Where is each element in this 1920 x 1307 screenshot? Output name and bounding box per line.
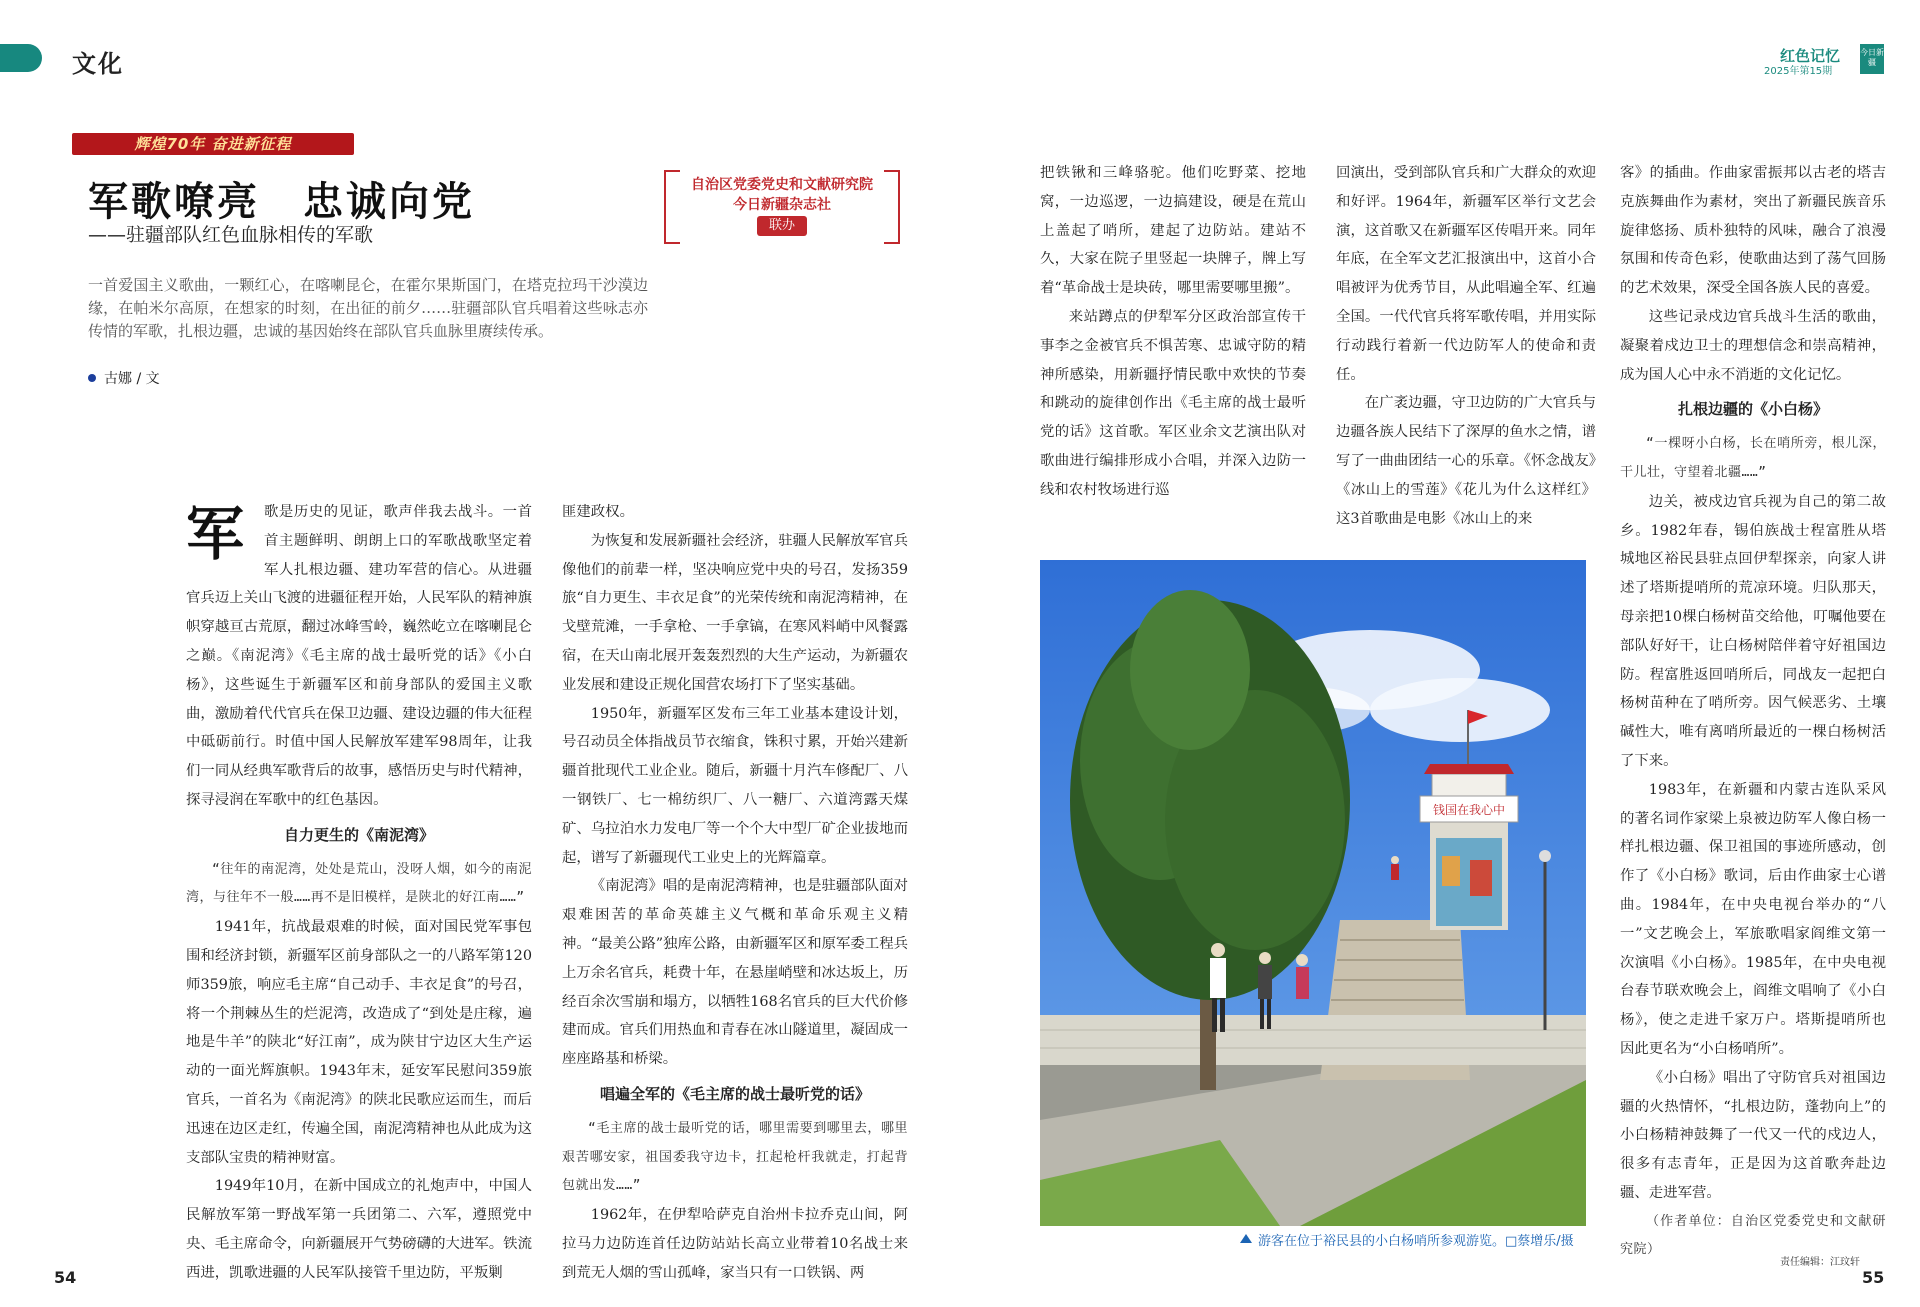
byline: 古娜 / 文 — [104, 371, 160, 387]
body-column-3 — [1040, 159, 1306, 505]
section-heading-chairman-soldiers: 唱遍全军的《毛主席的战士最听党的话》 — [599, 1084, 870, 1103]
responsible-editor: 责任编辑：江玟轩 — [1780, 1257, 1860, 1268]
page-number-right: 55 — [1862, 1268, 1885, 1287]
magazine-column-name: 红色记忆 — [1780, 47, 1841, 65]
article-subtitle: ——驻疆部队红色血脉相传的军歌 — [88, 224, 374, 246]
banner-text: 辉煌70年 奋进新征程 — [134, 135, 292, 153]
author-unit: （作者单位：自治区党委党史和文献研究院） — [1620, 1213, 1886, 1258]
article-title: 军歌嘹亮 忠诚向党 — [88, 179, 475, 225]
section-label: 文化 — [72, 50, 124, 78]
photo-caption: 游客在位于裕民县的小白杨哨所参观游览。□蔡增乐/摄 — [1258, 1234, 1574, 1249]
paragraph: 这些记录戍边官兵战斗生活的歌曲，凝聚着戍边卫士的理想信念和崇高精神，成为国人心中永不消逝的文化记忆。 — [1620, 308, 1886, 383]
paragraph: 1983年，在新疆和内蒙古连队采风的著名词作家梁上泉被边防军人像白杨一样扎根边疆、保卫祖国的事迹所感动，创作了《小白杨》歌词，后由作曲家士心谱曲。1984年，在中央电视台举办的“八一”文艺晚会上，军旅歌唱家阎维文第一次演唱《小白杨》。1985年，在中央电视台春节联欢晚会上，阎维文唱响了《小白杨》，使之走进千家万户。塔斯提哨所也因此更名为“小白杨哨所”。 — [1620, 781, 1886, 1057]
drop-cap-box — [186, 500, 256, 568]
issue-number: 2025年第15期 — [1764, 66, 1833, 77]
paragraph: 《小白杨》唱出了守防官兵对祖国边疆的火热情怀，“扎根边防，蓬勃向上”的小白杨精神鼓舞了一代又一代的戍边人，很多有志青年，正是因为这首歌奔赴边疆、走进军营。 — [1620, 1069, 1886, 1201]
sponsor-box — [664, 170, 900, 240]
drop-cap: 军 — [186, 500, 245, 568]
tower-sign: 钱国在我心中 — [1432, 803, 1506, 817]
body-column-2 — [562, 498, 908, 1288]
lyric-quote-little-poplar: “一棵呀小白杨，长在哨所旁，根儿深，干儿壮，守望着北疆……” — [1620, 436, 1886, 480]
paragraph: 在广袤边疆，守卫边防的广大官兵与边疆各族人民结下了深厚的鱼水之情，谱写了一曲曲团结一心的乐章。《怀念战友》《冰山上的雪莲》《花儿为什么这样红》这3首歌曲是电影《冰山上的来 — [1336, 395, 1596, 527]
paragraph: 1949年10月，在新中国成立的礼炮声中，中国人民解放军第一野战军第一兵团第二、六军，遵照党中央、毛主席命令，向新疆展开气势磅礴的大进军。铁流西进，凯歌进疆的人民军队接管千里边防，平叛剿 — [186, 1178, 532, 1281]
section-heading-little-poplar: 扎根边疆的《小白杨》 — [1677, 400, 1828, 419]
paragraph: 把铁锹和三峰骆驼。他们吃野菜、挖地窝，一边巡逻，一边搞建设，硬是在荒山上盖起了哨所，建起了边防站。建站不久，大家在院子里竖起一块牌子，牌上写着“革命战士是块砖，哪里需要哪里搬”。 — [1040, 165, 1306, 297]
magazine-logo-badge: 今日新疆 — [1860, 44, 1884, 74]
lead-paragraph: 一首爱国主义歌曲，一颗红心，在喀喇昆仑，在霍尔果斯国门，在塔克拉玛干沙漠边缘，在帕米尔高原，在想家的时刻，在出征的前夕……驻疆部队官兵唱着这些咏志亦传情的军歌，扎根边疆，忠诚的基因始终在部队官兵血脉里赓续传承。 — [88, 276, 648, 340]
sponsor-line-2: 今日新疆杂志社 — [733, 197, 831, 213]
paragraph: 回演出，受到部队官兵和广大群众的欢迎和好评。1964年，新疆军区举行文艺会演，这首歌又在新疆军区传唱开来。同年年底，在全军文艺汇报演出中，这首小合唱被评为优秀节目，从此唱遍全军、红遍全国。一代代官兵将军歌传唱，并用实际行动践行着新一代边防军人的使命和责任。 — [1336, 165, 1596, 383]
lyric-quote-chairman-soldiers: “毛主席的战士最听党的话，哪里需要到哪里去，哪里艰苦哪安家，祖国委我守边卡，扛起枪杆我就走，打起背包就出发……” — [562, 1120, 908, 1194]
outpost-photo-illustration — [1040, 560, 1586, 1226]
paragraph: 为恢复和发展新疆社会经济，驻疆人民解放军官兵像他们的前辈一样，坚决响应党中央的号召，发扬359旅“自力更生、丰衣足食”的光荣传统和南泥湾精神，在戈壁荒滩，一手拿枪、一手拿镐，在寒风料峭中风餐露宿，在天山南北展开轰轰烈烈的大生产运动，为新疆农业发展和建设正规化国营农场打下了坚实基础。 — [562, 532, 908, 693]
paragraph: 边关，被戍边官兵视为自己的第二故乡。1982年春，锡伯族战士程富胜从塔城地区裕民县驻点回伊犁探亲，向家人讲述了塔斯提哨所的荒凉环境。归队那天，母亲把10棵白杨树苗交给他，叮嘱他要在部队好好干，让白杨树陪伴着守好祖国边防。程富胜返回哨所后，同战友一起把白杨树苗种在了哨所旁。因气候恶劣、土壤碱性大，唯有离哨所最近的一棵白杨树活了下来。 — [1620, 493, 1886, 769]
paragraph: 客》的插曲。作曲家雷振邦以古老的塔吉克族舞曲作为素材，突出了新疆民族音乐旋律悠扬、质朴独特的风味，融合了浪漫氛围和传奇色彩，使歌曲达到了荡气回肠的艺术效果，深受全国各族人民的喜爱。 — [1620, 165, 1886, 297]
body-column-1 — [186, 498, 532, 1288]
opening-paragraph-text: 歌是历史的见证，歌声伴我去战斗。一首首主题鲜明、朗朗上口的军歌战歌坚定着军人扎根边疆、建功军营的信心。从进疆官兵迈上关山飞渡的进疆征程开始，人民军队的精神旗帜穿越亘古荒原，翻过冰峰雪岭，巍然屹立在喀喇昆仑之巅。《南泥湾》《毛主席的战士最听党的话》《小白杨》，这些诞生于新疆军区和前身部队的爱国主义歌曲，激励着代代官兵在保卫边疆、建设边疆的伟大征程中砥砺前行。时值中国人民解放军建军98周年，让我们一同从经典军歌背后的故事，感悟历史与时代精神，探寻浸润在军歌中的红色基因。 — [186, 504, 532, 808]
paragraph: 1962年，在伊犁哈萨克自治州卡拉乔克山间，阿拉马力边防连首任边防站站长高立业带着10名战士来到荒无人烟的雪山孤峰，家当只有一口铁锅、两 — [562, 1207, 908, 1281]
body-column-4 — [1336, 159, 1596, 533]
sponsor-line-1: 自治区党委党史和文献研究院 — [691, 177, 873, 193]
body-column-5 — [1620, 159, 1886, 1265]
paragraph: 1941年，抗战最艰难的时候，面对国民党军事包围和经济封锁，新疆军区前身部队之一的八路军第120师359旅，响应毛主席“自己动手、丰衣足食”的号召，将一个荆棘丛生的烂泥湾，改造成了“到处是庄稼，遍地是牛羊”的陕北“好江南”，成为陕甘宁边区大生产运动的一面光辉旗帜。1943年末，延安军民慰问359旅官兵，一首名为《南泥湾》的陕北民歌应运而生，而后迅速在边区走红，传遍全国，南泥湾精神也从此成为这支部队宝贵的精神财富。 — [186, 919, 532, 1166]
section-heading-nanniwan: 自力更生的《南泥湾》 — [283, 825, 434, 844]
paragraph: 《南泥湾》唱的是南泥湾精神，也是驻疆部队面对艰难困苦的革命英雄主义气概和革命乐观主义精神。“最美公路”独库公路，由新疆军区和原军委工程兵上万余名官兵，耗费十年，在悬崖峭壁和冰达坂上，历经百余次雪崩和塌方，以牺牲168名官兵的巨大代价修建而成。官兵们用热血和青春在冰山隧道里，凝固成一座座路基和桥梁。 — [562, 878, 908, 1068]
sponsor-tag: 联办 — [757, 216, 807, 236]
lyric-quote-nanniwan: “往年的南泥湾，处处是荒山，没呀人烟，如今的南泥湾，与往年不一般……再不是旧模样，是陕北的好江南……” — [186, 861, 532, 906]
paragraph: 来站蹲点的伊犁军分区政治部宣传干事李之金被官兵不惧苦寒、忠诚守防的精神所感染，用新疆抒情民歌中欢快的节奏和跳动的旋律创作出《毛主席的战士最听党的话》这首歌。军区业余文艺演出队对歌曲进行编排形成小合唱，并深入边防一线和农村牧场进行巡 — [1040, 308, 1306, 498]
page-number-left: 54 — [54, 1268, 77, 1287]
opening-paragraph — [186, 498, 532, 815]
outpost-photo — [1040, 560, 1586, 1226]
caption-triangle-icon — [1240, 1234, 1252, 1243]
paragraph: 匪建政权。 — [562, 504, 634, 520]
section-tab-marker — [0, 44, 42, 72]
paragraph: 1950年，新疆军区发布三年工业基本建设计划，号召动员全体指战员节衣缩食，铢积寸累，开始兴建新疆首批现代工业企业。随后，新疆十月汽车修配厂、八一钢铁厂、七一棉纺织厂、八一糖厂、六道湾露天煤矿、乌拉泊水力发电厂等一个个大中型厂矿企业拔地而起，谱写了新疆现代工业史上的光辉篇章。 — [562, 705, 908, 866]
anniversary-banner — [72, 133, 354, 155]
byline-dot-icon — [88, 374, 96, 382]
